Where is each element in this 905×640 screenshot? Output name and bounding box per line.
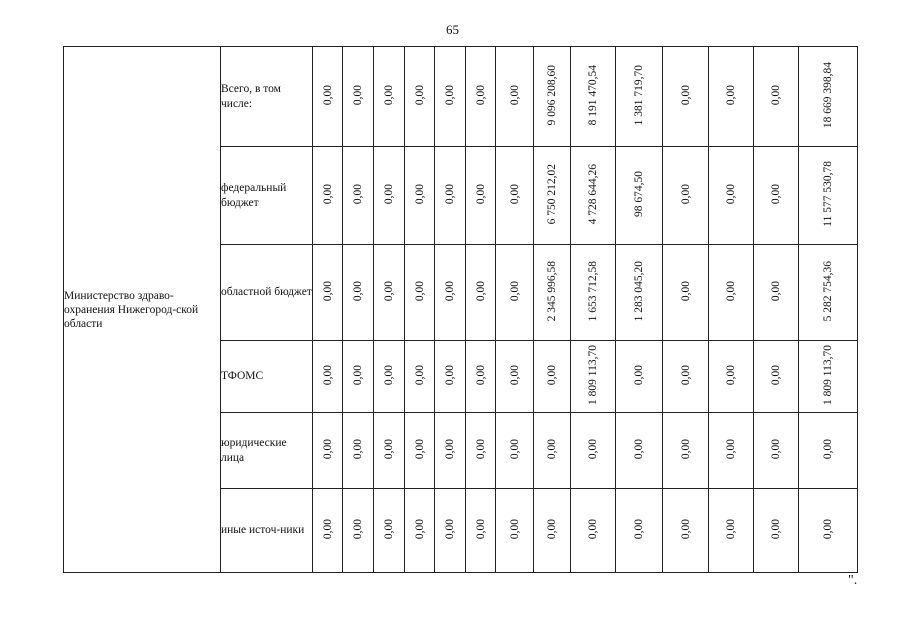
amount-cell [663, 341, 709, 413]
amount-value: 0,00 [413, 183, 426, 205]
amount-value: 0,00 [546, 518, 558, 540]
amount-value: 0,00 [770, 438, 782, 460]
amount-cell [754, 47, 799, 147]
table-row [64, 47, 858, 147]
amount-value: 0,00 [444, 438, 456, 460]
amount-cell [799, 245, 858, 341]
amount-value: 0,00 [725, 280, 737, 302]
amount-cell [616, 341, 663, 413]
amount-value: 1 809 113,70 [587, 345, 599, 405]
amount-cell [709, 341, 754, 413]
amount-cell [754, 489, 799, 573]
amount-value: 0,00 [725, 84, 737, 106]
funding-source-cell: юридические лица [221, 413, 313, 489]
amount-cell [663, 47, 709, 147]
amount-value: 0,00 [633, 518, 645, 540]
amount-cell [374, 47, 405, 147]
amount-value: 0,00 [413, 84, 426, 106]
amount-value: 0,00 [508, 280, 521, 302]
amount-value: 0,00 [444, 518, 456, 540]
funding-source-cell: ТФОМС [221, 341, 313, 413]
amount-value: 0,00 [474, 364, 487, 386]
amount-cell [405, 245, 435, 341]
amount-cell [534, 413, 571, 489]
amount-cell [343, 147, 374, 245]
amount-cell [571, 147, 616, 245]
amount-value: 0,00 [508, 438, 521, 460]
amount-value: 0,00 [352, 84, 364, 106]
amount-cell [374, 245, 405, 341]
amount-cell [571, 245, 616, 341]
amount-cell [534, 341, 571, 413]
amount-cell [799, 47, 858, 147]
amount-cell [616, 489, 663, 573]
amount-value: 0,00 [725, 518, 737, 540]
amount-value: 0,00 [679, 183, 692, 205]
closing-quote-mark: ". [848, 573, 858, 588]
amount-cell [435, 147, 466, 245]
amount-cell [405, 147, 435, 245]
amount-value: 0,00 [587, 438, 599, 460]
amount-value: 98 674,50 [633, 171, 645, 217]
amount-cell [571, 341, 616, 413]
amount-cell [466, 341, 496, 413]
amount-value: 18 669 398,84 [822, 61, 834, 129]
amount-value: 4 728 644,26 [587, 163, 599, 225]
amount-value: 0,00 [413, 438, 426, 460]
amount-value: 0,00 [444, 84, 456, 106]
amount-value: 0,00 [413, 518, 426, 540]
amount-value: 0,00 [822, 518, 834, 540]
amount-value: 2 345 996,58 [546, 260, 558, 322]
amount-cell [571, 47, 616, 147]
amount-value: 1 381 719,70 [633, 64, 645, 126]
amount-value: 0,00 [633, 364, 645, 386]
amount-cell [571, 413, 616, 489]
amount-cell [343, 47, 374, 147]
amount-cell [374, 413, 405, 489]
funding-source-cell: Всего, в том числе: [221, 47, 313, 147]
amount-value: 0,00 [474, 84, 487, 106]
amount-value: 0,00 [383, 518, 395, 540]
amount-cell [343, 245, 374, 341]
amount-cell [435, 245, 466, 341]
amount-value: 0,00 [822, 438, 834, 460]
amount-cell [374, 341, 405, 413]
amount-cell [343, 489, 374, 573]
amount-value: 0,00 [321, 518, 334, 540]
amount-cell [435, 489, 466, 573]
amount-cell [799, 341, 858, 413]
amount-cell [313, 245, 343, 341]
amount-cell [754, 245, 799, 341]
amount-value: 0,00 [321, 280, 334, 302]
amount-cell [616, 47, 663, 147]
amount-cell [405, 341, 435, 413]
amount-value: 0,00 [679, 364, 692, 386]
amount-cell [799, 413, 858, 489]
amount-cell [663, 147, 709, 245]
amount-value: 1 283 045,20 [633, 260, 645, 322]
amount-value: 9 096 208,60 [546, 64, 558, 126]
funding-source-cell: иные источ-ники [221, 489, 313, 573]
amount-cell [313, 341, 343, 413]
amount-cell [663, 413, 709, 489]
amount-value: 0,00 [770, 280, 782, 302]
amount-value: 0,00 [508, 364, 521, 386]
amount-cell [466, 245, 496, 341]
amount-value: 0,00 [770, 364, 782, 386]
amount-value: 0,00 [474, 438, 487, 460]
amount-value: 0,00 [321, 183, 334, 205]
amount-cell [466, 489, 496, 573]
amount-cell [496, 341, 534, 413]
amount-value: 0,00 [352, 438, 364, 460]
amount-value: 0,00 [770, 518, 782, 540]
amount-cell [313, 47, 343, 147]
amount-cell [616, 147, 663, 245]
amount-cell [709, 413, 754, 489]
amount-value: 1 809 113,70 [822, 345, 834, 405]
amount-cell [534, 147, 571, 245]
amount-value: 0,00 [474, 183, 487, 205]
amount-value: 0,00 [352, 280, 364, 302]
amount-cell [496, 413, 534, 489]
amount-cell [709, 245, 754, 341]
amount-cell [435, 341, 466, 413]
amount-cell [663, 489, 709, 573]
amount-value: 0,00 [633, 438, 645, 460]
amount-cell [435, 47, 466, 147]
amount-value: 0,00 [352, 364, 364, 386]
amount-value: 5 282 754,36 [822, 260, 834, 322]
amount-value: 0,00 [383, 438, 395, 460]
amount-value: 0,00 [321, 438, 334, 460]
amount-value: 0,00 [679, 518, 692, 540]
amount-cell [405, 413, 435, 489]
amount-cell [754, 413, 799, 489]
amount-value: 0,00 [413, 364, 426, 386]
page-number: 65 [446, 22, 459, 37]
amount-value: 0,00 [725, 438, 737, 460]
amount-cell [405, 489, 435, 573]
amount-value: 0,00 [383, 280, 395, 302]
amount-cell [466, 147, 496, 245]
amount-value: 1 653 712,58 [587, 260, 599, 322]
amount-value: 8 191 470,54 [587, 64, 599, 126]
amount-value: 0,00 [587, 518, 599, 540]
amount-cell [466, 47, 496, 147]
amount-value: 0,00 [383, 364, 395, 386]
amount-value: 0,00 [444, 183, 456, 205]
amount-cell [709, 147, 754, 245]
amount-value: 0,00 [770, 183, 782, 205]
amount-cell [754, 341, 799, 413]
amount-cell [709, 489, 754, 573]
amount-cell [534, 47, 571, 147]
amount-cell [435, 413, 466, 489]
amount-cell [313, 147, 343, 245]
amount-value: 0,00 [725, 364, 737, 386]
amount-cell [405, 47, 435, 147]
amount-cell [534, 489, 571, 573]
amount-cell [496, 147, 534, 245]
amount-cell [466, 413, 496, 489]
amount-cell [496, 47, 534, 147]
amount-cell [343, 341, 374, 413]
amount-cell [754, 147, 799, 245]
funding-source-cell: федеральный бюджет [221, 147, 313, 245]
amount-cell [571, 489, 616, 573]
amount-cell [663, 245, 709, 341]
amount-cell [799, 489, 858, 573]
amount-value: 0,00 [321, 84, 334, 106]
amount-value: 0,00 [508, 183, 521, 205]
amount-value: 6 750 212,02 [546, 163, 558, 225]
amount-cell [496, 245, 534, 341]
amount-cell [799, 147, 858, 245]
amount-value: 0,00 [413, 280, 426, 302]
amount-cell [534, 245, 571, 341]
amount-cell [616, 413, 663, 489]
amount-cell [616, 245, 663, 341]
amount-value: 0,00 [321, 364, 334, 386]
amount-cell [313, 489, 343, 573]
amount-value: 0,00 [444, 280, 456, 302]
amount-value: 0,00 [546, 364, 558, 386]
amount-value: 0,00 [546, 438, 558, 460]
amount-value: 0,00 [352, 518, 364, 540]
funding-table [63, 46, 858, 573]
amount-value: 0,00 [508, 518, 521, 540]
amount-cell [374, 489, 405, 573]
amount-cell [709, 47, 754, 147]
amount-cell [496, 489, 534, 573]
amount-value: 0,00 [383, 84, 395, 106]
organization-cell: Министерство здраво-охранения Нижегород-ской области [64, 47, 221, 573]
amount-value: 0,00 [444, 364, 456, 386]
amount-value: 0,00 [679, 280, 692, 302]
amount-value: 0,00 [508, 84, 521, 106]
amount-cell [374, 147, 405, 245]
amount-value: 0,00 [725, 183, 737, 205]
amount-value: 0,00 [474, 518, 487, 540]
amount-cell [343, 413, 374, 489]
amount-cell [313, 413, 343, 489]
amount-value: 0,00 [383, 183, 395, 205]
amount-value: 0,00 [474, 280, 487, 302]
funding-source-cell: областной бюджет [221, 245, 313, 341]
amount-value: 0,00 [679, 84, 692, 106]
amount-value: 0,00 [679, 438, 692, 460]
amount-value: 0,00 [770, 84, 782, 106]
amount-value: 11 577 530,78 [822, 161, 834, 227]
amount-value: 0,00 [352, 183, 364, 205]
